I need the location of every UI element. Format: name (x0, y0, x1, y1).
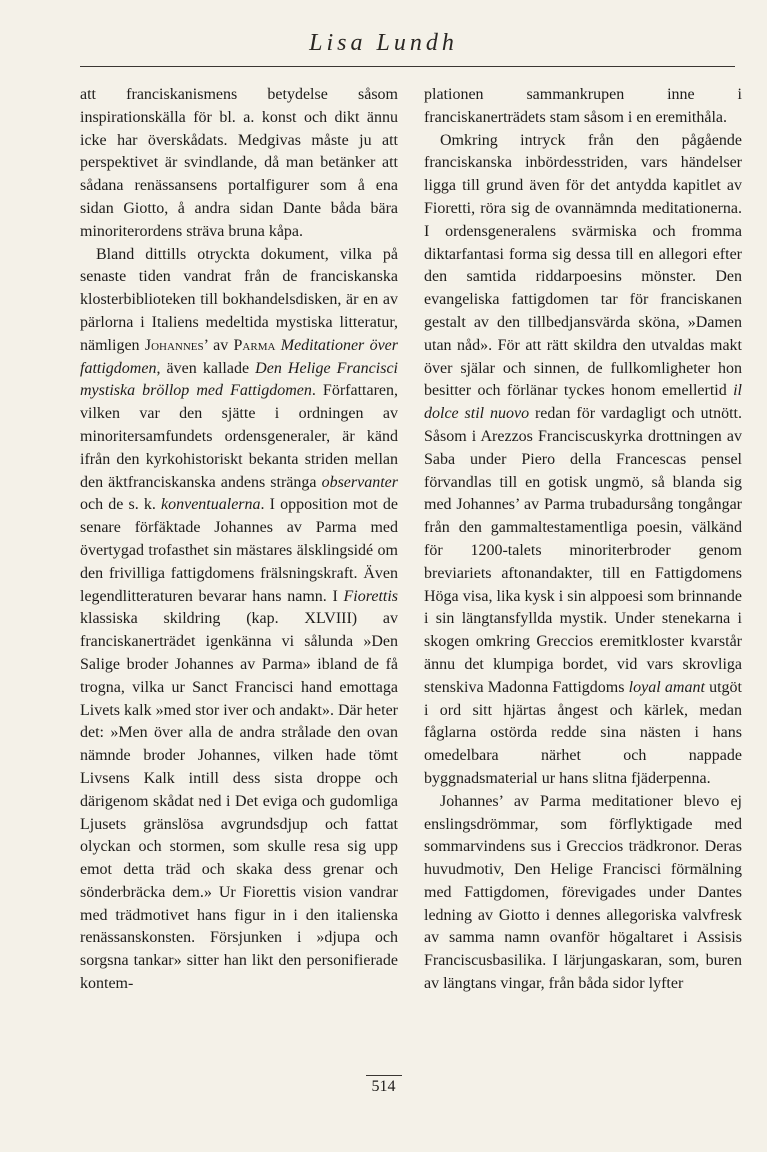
author-name: Johannes (144, 336, 204, 354)
running-header: Lisa Lundh (309, 30, 458, 56)
text-run: redan för vardagligt och utnött. Såsom i Arezzos Franciscuskyrka drottningen av Saba under Piero della Francescas pensel förvandlas till en gotisk ungmö, så blanda sig med Johannes’ av Parma trubadursång tongångar från den gammaltestamentliga poesin, välkänd för 1200-talets minoriterbroder genom breviariets aftonandakter, till en Fattigdomens Höga visa, lika kysk i sin alppoesi som brinnande i sin längtansfyllda mystik. Under stenekarna i skogen omkring Greccios eremitkloster kvarstår ännu det klumpiga bordet, vid vars skrovliga stenskiva Madonna Fattigdoms (424, 405, 743, 696)
text-run: Omkring intryck från den pågående franciskanska inbördesstriden, vars händelser ligga till grund även för det antydda kapitlet av Fioretti, röra sig de ovannämnda meditationerna. I ordensgeneralens svärmiska och fromma diktarfantasi forma sig dessa till en allegori efter den samtida riddarpoesins mönster. Den evangeliska fattigdomen tar för franciskanen gestalt av den tillbedjansvärda sköna, »Damen utan nåd». För att rätt skildra den utvaldas makt över själar och sinnen, de fullkomligheter hon besitter och förlänar tyckes honom emellertid (424, 131, 742, 400)
paragraph (424, 130, 742, 791)
work-title: Fiorettis (343, 587, 398, 605)
paragraph: plationen sammankrupen inne i franciskanerträdets stam såsom i en eremithåla. (424, 86, 742, 126)
page-number-text: 514 (366, 1075, 402, 1095)
text-run: ’ av (203, 336, 234, 354)
italic-term: observanter (321, 473, 398, 491)
header-rule (80, 66, 735, 67)
text-run: . Författaren, vilken var den sjätte i ordningen av minoritersamfundets ordensgeneraler, är känd ifrån den kyrkohistoriskt bekanta striden mellan den äktfranciskanska andens stränga (80, 382, 399, 491)
italic-term: il dolce stil nuovo (424, 382, 742, 423)
text-run: klassiska skildring (kap. XLVIII) av franciskanerträdet igenkänna vi sålunda »Den Salige broder Johannes av Parma» ibland de få trogna, vilka ur Sanct Francisci hand emottaga Livets kalk »med stor iver och andakt». Där heter det: »Men över alla de andra strålade den ovan nämnde broder Johannes, vilken hade tömt Livsens Kalk intill dess sista droppe och därigenom skådat ned i Det eviga och gudomliga Ljusets gränslösa avgrundsdjup och fattat olyckan och stormen, som skulle resa sig upp emot detta träd och skaka dess grenar och sönderbräcka dem.» Ur Fiorettis vision vandrar med trädmotivet hans figur in i den italienska renässanskonsten. Försjunken i »djupa och sorgsna tankar» sitter han likt den personifierade kontem- (80, 610, 398, 993)
text-run: och de s. k. (80, 496, 161, 514)
text-run: . I opposition mot de senare förfäktade Johannes av Parma med övertygad trofasthet sin mästares älsklingsidé om den frivilliga fattigdomens frälsningskraft. Även legendlitteraturen bevarar hans namn. I (80, 496, 398, 605)
left-column (80, 84, 398, 996)
paragraph (80, 244, 398, 996)
text-run: utgöt i ord sitt hjärtas ångest och kärlek, medan fåglarna ostörda redde sina nästen i hans omedelbara närhet och nappade byggnadsmaterial ur hans slitna fjäderpenna. (424, 678, 743, 787)
right-column (424, 84, 742, 996)
text-run: Bland dittills otryckta dokument, vilka på senaste tiden vandrat från de franciskanska klosterbiblioteken till bokhandelsdisken, är en av pärlorna i Italiens medeltida mystiska litteratur, nämligen (80, 245, 398, 354)
italic-term: loyal amant (628, 678, 705, 696)
page-number (0, 1078, 767, 1096)
italic-term: konventualerna (161, 496, 261, 514)
text-run: , även kallade (156, 359, 256, 377)
paragraph: Johannes’ av Parma meditationer blevo ej enslingsdrömmar, som förflyktigade med sommarvindens sus i Greccios trädkronor. Deras huvudmotiv, Den Helige Francisci förmälning med Fattigdomen, förevigades under Dantes ledning av Giotto i dennes allegoriska valvfresk av samma namn ovanför högaltaret i Assisis Franciscusbasilika. I lärjungaskaran, som, buren av längtans vingar, från båda sidor lyfter (424, 792, 742, 993)
paragraph: att franciskanismens betydelse såsom inspirationskälla för bl. a. konst och dikt ännu icke har överskådats. Medgivas måste ju att perspektivet är svindlande, då man betänker att sådana renässansens portalfigurer som å ena sidan Giotto, å andra sidan Dante båda bära minoriterordens sträva bruna kåpa. (80, 86, 398, 240)
work-title: Den Helige Francisci mystiska bröllop med Fattigdomen (80, 359, 398, 400)
author-name: Parma (233, 336, 276, 354)
work-title: Meditationer över fattigdomen (80, 336, 399, 377)
